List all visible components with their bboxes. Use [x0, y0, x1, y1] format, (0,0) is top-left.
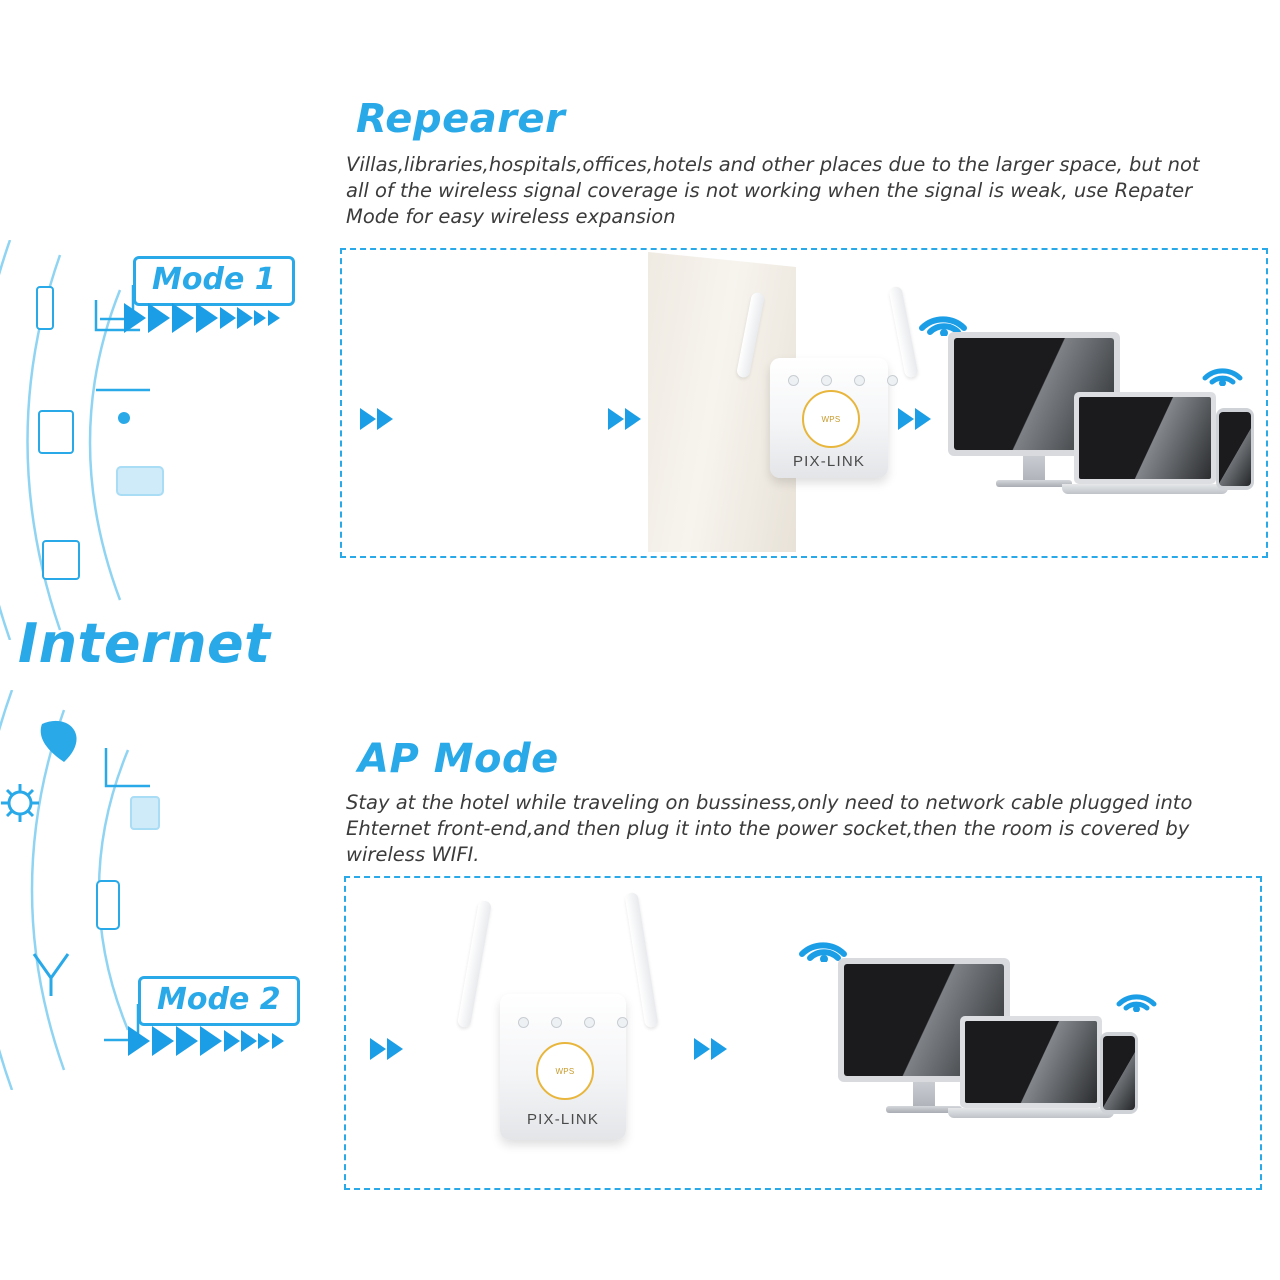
arrow-icon	[152, 1026, 174, 1056]
laptop-glass	[1079, 397, 1211, 479]
router-brand-2: PIX-LINK	[526, 1111, 600, 1128]
laptop-glass	[965, 1021, 1097, 1103]
arrow-icon	[172, 303, 194, 333]
arrow-icon	[237, 307, 253, 329]
led-indicator	[584, 1017, 595, 1028]
wifi-signal-icon	[916, 288, 968, 336]
arrow-icon	[176, 1026, 198, 1056]
arrow-icon	[694, 1038, 710, 1060]
section-description-repeater: Villas,libraries,hospitals,offices,hotels and other places due to the larger space, but not all of the wireless signal coverage is not working when the signal is weak, use Repater Mode for easy wireless expansion	[346, 153, 1200, 228]
arrow-pair-left-1	[360, 408, 394, 430]
router-leds	[518, 1017, 628, 1028]
battery-icon	[116, 466, 164, 496]
arrow-icon	[268, 310, 280, 326]
led-indicator	[617, 1017, 628, 1028]
arrow-icon	[241, 1030, 257, 1052]
device-icon	[38, 410, 74, 454]
wps-label: WPS	[821, 414, 841, 424]
wifi-signal-icon	[1114, 970, 1158, 1012]
monitor-stand	[1023, 456, 1045, 482]
led-indicator	[821, 375, 832, 386]
laptop-lid	[960, 1016, 1102, 1108]
arrow-icon	[898, 408, 914, 430]
router-leds	[788, 375, 898, 386]
monitor-stand	[913, 1082, 935, 1108]
led-indicator	[518, 1017, 529, 1028]
wifi-signal-icon	[796, 914, 848, 962]
laptop-1	[1074, 392, 1216, 484]
section-title-ap-mode: AP Mode	[358, 736, 559, 782]
wifi-repeater-device-2	[500, 900, 626, 1140]
smartphone-1	[1216, 408, 1254, 490]
wps-button-2[interactable]	[536, 1042, 594, 1100]
led-indicator	[788, 375, 799, 386]
arrow-run-mode1	[124, 303, 282, 333]
arrow-run-mode2	[128, 1026, 286, 1056]
mode-badge-2: Mode 2	[138, 976, 300, 1026]
arrow-icon	[124, 303, 146, 333]
router-brand-1: PIX-LINK	[792, 453, 866, 470]
arrow-icon	[196, 303, 218, 333]
arrow-pair-mid-1	[608, 408, 642, 430]
screen-icon	[42, 540, 80, 580]
wps-button-1[interactable]	[802, 390, 860, 448]
wifi-repeater-device-1	[770, 278, 888, 478]
arrow-icon	[200, 1026, 222, 1056]
mode-badge-1: Mode 1	[133, 256, 295, 306]
arrow-pair-right-2	[694, 1038, 728, 1060]
arrow-icon	[625, 408, 641, 430]
internet-label: Internet	[18, 612, 271, 675]
arrow-pair-left-2	[370, 1038, 404, 1060]
smartphone-2	[1100, 1032, 1138, 1114]
mobile-icon	[96, 880, 120, 930]
arrow-icon	[915, 408, 931, 430]
laptop-base	[948, 1108, 1114, 1118]
monitor-foot	[996, 480, 1072, 487]
arrow-icon	[377, 408, 393, 430]
arrow-icon	[148, 303, 170, 333]
arrow-icon	[608, 408, 624, 430]
phone-body	[1100, 1032, 1138, 1114]
arrow-icon	[711, 1038, 727, 1060]
laptop-base	[1062, 484, 1228, 494]
antenna-tower-icon	[28, 948, 74, 1000]
arrow-icon	[258, 1033, 270, 1049]
led-indicator	[887, 375, 898, 386]
phone-glass	[1103, 1036, 1135, 1110]
cursor-icon	[34, 718, 90, 770]
phone-body	[1216, 408, 1254, 490]
signal-bars-icon	[130, 796, 160, 830]
laptop-lid	[1074, 392, 1216, 484]
arrow-icon	[360, 408, 376, 430]
laptop-2	[960, 1016, 1102, 1108]
server-icon	[36, 286, 54, 330]
phone-glass	[1219, 412, 1251, 486]
arrow-icon	[387, 1038, 403, 1060]
arrow-icon	[128, 1026, 150, 1056]
gear-icon	[0, 780, 46, 826]
arrow-icon	[220, 307, 236, 329]
arrow-icon	[370, 1038, 386, 1060]
arrow-icon	[272, 1033, 284, 1049]
led-indicator	[551, 1017, 562, 1028]
wifi-signal-icon	[1200, 344, 1244, 386]
arrow-pair-right-1	[898, 408, 932, 430]
wps-label: WPS	[555, 1066, 575, 1076]
arrow-icon	[224, 1030, 240, 1052]
section-title-repeater: Repearer	[356, 96, 566, 142]
section-description-ap-mode: Stay at the hotel while traveling on bussiness,only need to network cable plugged into Ehternet front-end,and then plug it into the power socket,then the room is covered by wireless WIFI.	[346, 791, 1193, 866]
arrow-icon	[254, 310, 266, 326]
led-indicator	[854, 375, 865, 386]
